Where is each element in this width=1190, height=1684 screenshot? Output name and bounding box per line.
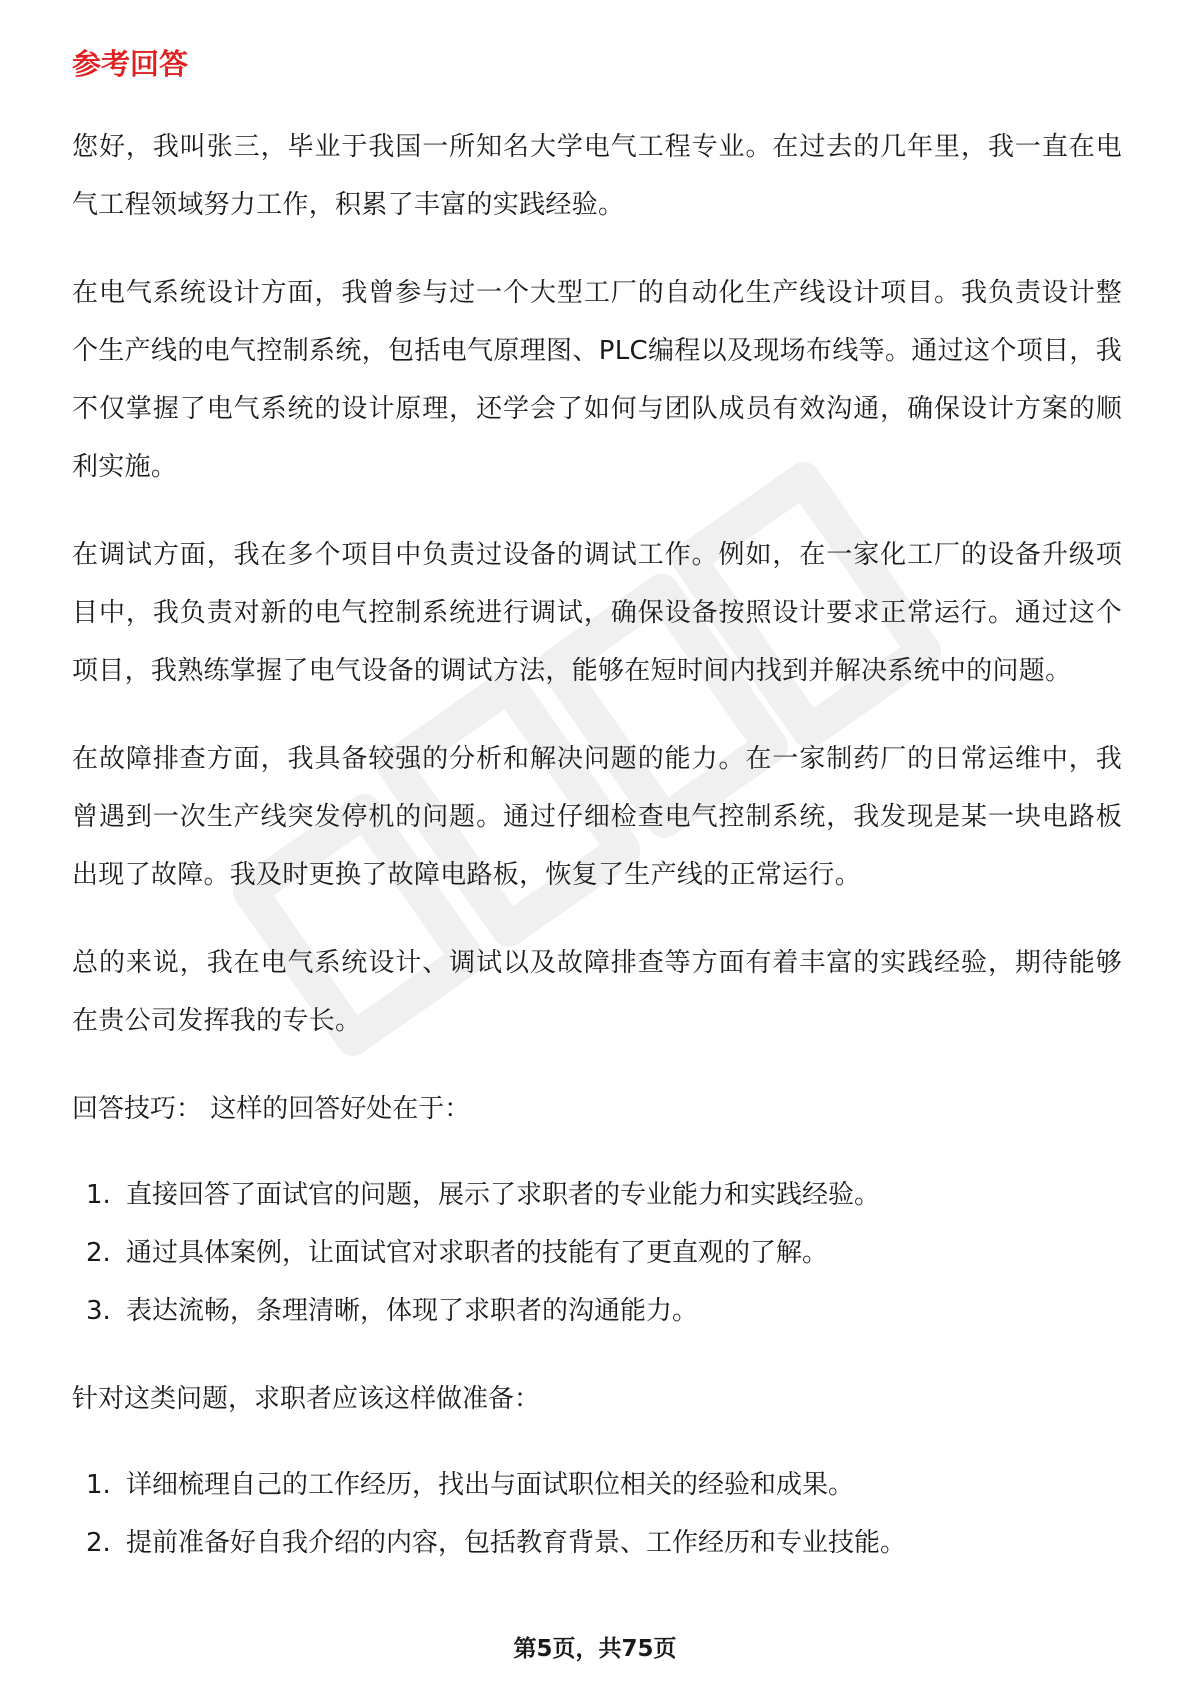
list-text: 提前准备好自我介绍的内容，包括教育背景、工作经历和专业技能。 [126, 1528, 907, 1558]
document-page [72, 44, 1122, 1602]
list-item [72, 1166, 1122, 1224]
list-item [72, 1282, 1122, 1340]
section-title: 参考回答 [72, 47, 189, 81]
list-number: 3. [86, 1296, 111, 1326]
page-footer: 第5页，共75页 [513, 1636, 677, 1662]
prep-list [72, 1456, 1122, 1572]
answer-paragraph: 在故障排查方面，我具备较强的分析和解决问题的能力。在一家制药厂的日常运维中，我曾遇到一次生产线突发停机的问题。通过仔细检查电气控制系统，我发现是某一块电路板出现了故障。我及时更换了故障电路板，恢复了生产线的正常运行。 [72, 744, 1122, 890]
list-number: 2. [86, 1528, 111, 1558]
prep-intro: 针对这类问题，求职者应该这样做准备： [72, 1384, 541, 1414]
answer-paragraph: 在调试方面，我在多个项目中负责过设备的调试工作。例如，在一家化工厂的设备升级项目中，我负责对新的电气控制系统进行调试，确保设备按照设计要求正常运行。通过这个项目，我熟练掌握了电气设备的调试方法，能够在短时间内找到并解决系统中的问题。 [72, 540, 1122, 686]
list-number: 2. [86, 1238, 111, 1268]
list-text: 直接回答了面试官的问题，展示了求职者的专业能力和实践经验。 [126, 1180, 881, 1210]
list-number: 1. [86, 1470, 111, 1500]
list-text: 表达流畅，条理清晰，体现了求职者的沟通能力。 [126, 1296, 699, 1326]
tips-list [72, 1166, 1122, 1340]
list-item [72, 1456, 1122, 1514]
list-item [72, 1224, 1122, 1282]
answer-paragraph: 您好，我叫张三，毕业于我国一所知名大学电气工程专业。在过去的几年里，我一直在电气工程领域努力工作，积累了丰富的实践经验。 [72, 132, 1122, 220]
answer-paragraph: 总的来说，我在电气系统设计、调试以及故障排查等方面有着丰富的实践经验，期待能够在贵公司发挥我的专长。 [72, 948, 1122, 1036]
answer-paragraph: 在电气系统设计方面，我曾参与过一个大型工厂的自动化生产线设计项目。我负责设计整个生产线的电气控制系统，包括电气原理图、PLC编程以及现场布线等。通过这个项目，我不仅掌握了电气系统的设计原理，还学会了如何与团队成员有效沟通，确保设计方案的顺利实施。 [72, 278, 1122, 482]
list-text: 详细梳理自己的工作经历，找出与面试职位相关的经验和成果。 [126, 1470, 855, 1500]
list-number: 1. [86, 1180, 111, 1210]
tips-intro: 回答技巧： 这样的回答好处在于： [72, 1094, 471, 1124]
list-text: 通过具体案例，让面试官对求职者的技能有了更直观的了解。 [126, 1238, 829, 1268]
list-item [72, 1514, 1122, 1572]
